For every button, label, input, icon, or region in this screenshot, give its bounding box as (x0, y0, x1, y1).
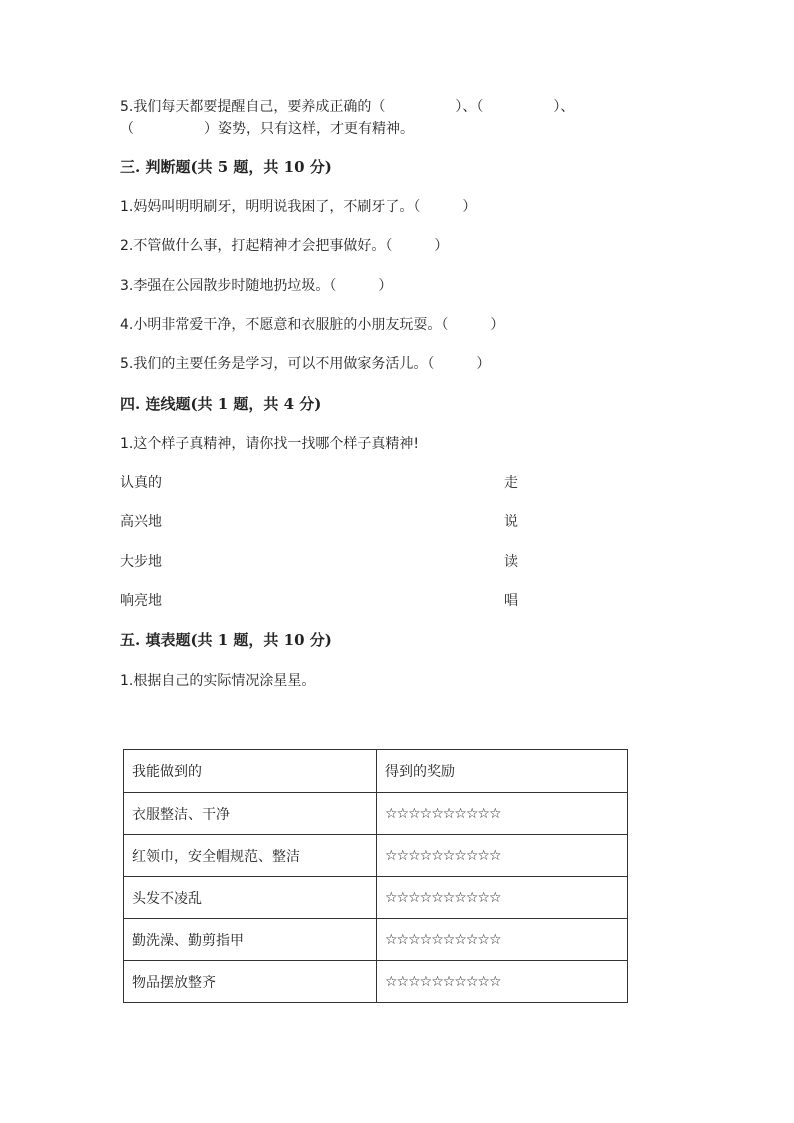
table-cell-stars[interactable]: ☆☆☆☆☆☆☆☆☆☆ (377, 877, 628, 919)
table-header-cell: 得到的奖励 (377, 750, 628, 793)
match-right-item: 说 (504, 514, 518, 530)
table-row (124, 793, 628, 835)
table-cell-item: 衣服整洁、干净 (124, 793, 377, 835)
match-right-item: 走 (504, 475, 518, 491)
fill-blank-q5-line2: （ ）姿势，只有这样，才更有精神。 (120, 121, 414, 137)
judge-item: 1.妈妈叫明明刷牙，明明说我困了，不刷牙了。（ ） (120, 199, 477, 215)
table-heading: 五. 填表题(共 1 题，共 10 分) (120, 631, 332, 649)
judge-heading: 三. 判断题(共 5 题，共 10 分) (120, 158, 332, 176)
table-question: 1.根据自己的实际情况涂星星。 (120, 673, 316, 689)
table-header-row (124, 750, 628, 793)
table-row (124, 919, 628, 961)
table-row (124, 835, 628, 877)
table-row (124, 961, 628, 1003)
table-cell-stars[interactable]: ☆☆☆☆☆☆☆☆☆☆ (377, 835, 628, 877)
table-cell-item: 勤洗澡、勤剪指甲 (124, 919, 377, 961)
table-cell-stars[interactable]: ☆☆☆☆☆☆☆☆☆☆ (377, 793, 628, 835)
star-table (123, 749, 628, 1003)
judge-item: 4.小明非常爱干净，不愿意和衣服脏的小朋友玩耍。（ ） (120, 317, 505, 333)
fill-blank-q5-line1: 5.我们每天都要提醒自己，要养成正确的（ ）、（ ）、 (120, 99, 575, 115)
table-cell-item: 头发不凌乱 (124, 877, 377, 919)
match-question: 1.这个样子真精神，请你找一找哪个样子真精神! (120, 436, 419, 452)
judge-item: 2.不管做什么事，打起精神才会把事做好。（ ） (120, 238, 449, 254)
table-cell-item: 物品摆放整齐 (124, 961, 377, 1003)
match-left-item: 大步地 (120, 554, 162, 570)
table-cell-stars[interactable]: ☆☆☆☆☆☆☆☆☆☆ (377, 961, 628, 1003)
table-header-cell: 我能做到的 (124, 750, 377, 793)
match-left-item: 高兴地 (120, 514, 162, 530)
judge-item: 5.我们的主要任务是学习，可以不用做家务活儿。（ ） (120, 356, 491, 372)
match-left-item: 认真的 (120, 475, 162, 491)
table-row (124, 877, 628, 919)
judge-item: 3.李强在公园散步时随地扔垃圾。（ ） (120, 278, 393, 294)
table-cell-item: 红领巾，安全帽规范、整洁 (124, 835, 377, 877)
table-cell-stars[interactable]: ☆☆☆☆☆☆☆☆☆☆ (377, 919, 628, 961)
match-right-item: 唱 (504, 593, 518, 609)
match-heading: 四. 连线题(共 1 题，共 4 分) (120, 395, 322, 413)
match-right-item: 读 (504, 554, 518, 570)
match-left-item: 响亮地 (120, 593, 162, 609)
